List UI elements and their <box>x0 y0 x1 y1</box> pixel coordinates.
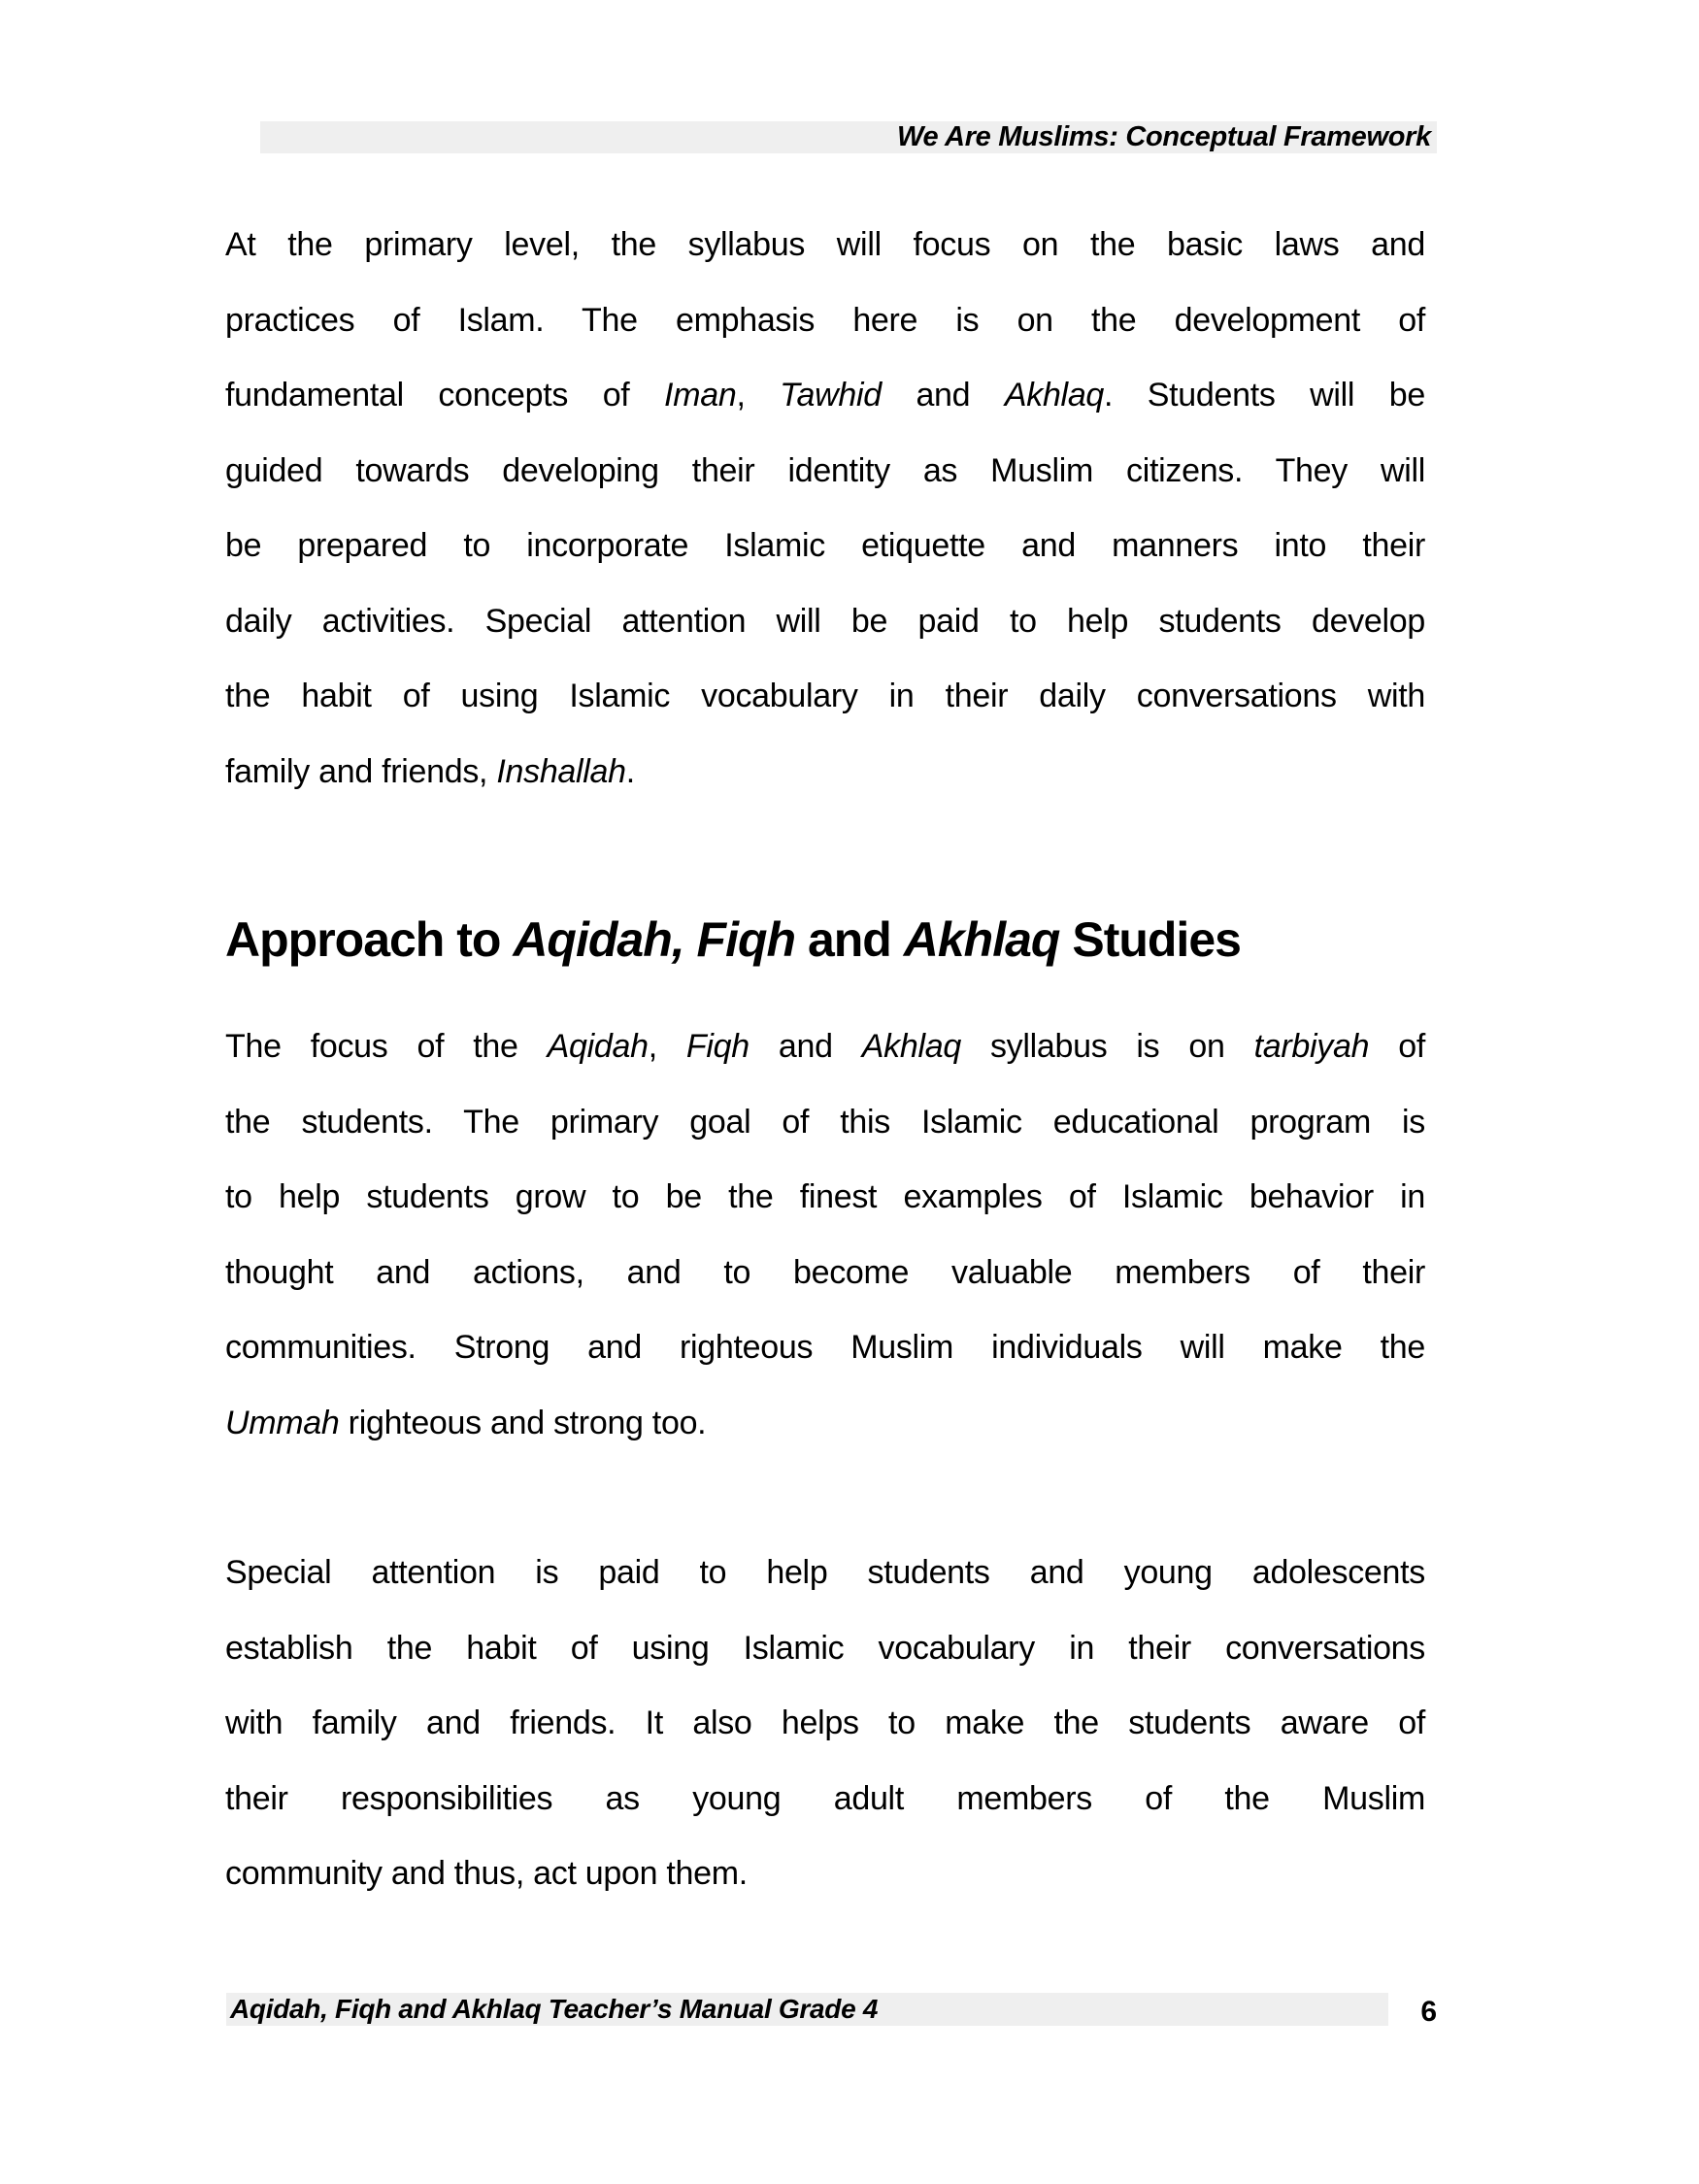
text-line <box>225 1085 1425 1161</box>
italic-term: tarbiyah <box>1253 1028 1370 1065</box>
text-line <box>225 358 1425 434</box>
text-segment: Approach to <box>225 912 514 967</box>
footer-bar <box>226 1993 1388 2026</box>
text-segment: righteous and strong too. <box>339 1404 707 1441</box>
text-line <box>225 1536 1425 1611</box>
text-segment: fundamental concepts of <box>225 377 665 414</box>
attention-paragraph <box>225 1536 1425 1912</box>
text-segment: establish the habit of using Islamic vocabulary in their conversations <box>225 1629 1425 1667</box>
text-segment: guided towards developing their identity as Muslim citizens. They will <box>225 451 1425 489</box>
text-line <box>225 208 1425 283</box>
text-segment: with family and friends. It also helps to make the students aware of <box>225 1704 1425 1741</box>
text-segment: and <box>795 912 904 967</box>
italic-term: Iman <box>664 377 737 414</box>
text-segment: the students. The primary goal of this Islamic educational program is <box>225 1103 1425 1141</box>
text-segment: their responsibilities as young adult members of the Muslim <box>225 1779 1425 1817</box>
text-line <box>225 1837 1425 1912</box>
text-segment: practices of Islam. The emphasis here is on the development of <box>225 301 1425 339</box>
header-title: We Are Muslims: Conceptual Framework <box>897 121 1431 152</box>
text-line <box>225 509 1425 584</box>
text-segment: syllabus is on <box>960 1028 1254 1065</box>
italic-term: Inshallah <box>496 752 626 790</box>
text-line <box>225 1686 1425 1762</box>
text-segment: communities. Strong and righteous Muslim individuals will make the <box>225 1329 1425 1366</box>
text-segment: and <box>881 377 1005 414</box>
italic-term: Aqidah <box>547 1028 649 1065</box>
text-segment: The focus of the <box>225 1028 548 1065</box>
italic-term: Tawhid <box>780 377 882 414</box>
italic-term: Fiqh <box>685 1028 750 1065</box>
text-segment: to help students grow to be the finest examples of Islamic behavior in <box>225 1178 1425 1215</box>
text-line <box>225 1762 1425 1837</box>
text-line <box>225 1160 1425 1236</box>
text-line <box>225 1310 1425 1386</box>
text-segment: Special attention is paid to help students and young adolescents <box>225 1554 1425 1591</box>
text-segment: thought and actions, and to become valuable members of their <box>225 1253 1425 1291</box>
footer-title: Aqidah, Fiqh and Akhlaq Teacher’s Manual Grade 4 <box>230 1994 879 2024</box>
text-segment: the habit of using Islamic vocabulary in their daily conversations with <box>225 678 1425 714</box>
text-segment: , <box>736 377 781 414</box>
text-line <box>225 1009 1425 1085</box>
italic-term: Akhlaq <box>1004 377 1105 414</box>
text-segment: . <box>625 752 635 790</box>
italic-term: Akhlaq <box>903 912 1060 967</box>
text-line <box>225 283 1425 359</box>
section-heading <box>225 910 1487 969</box>
page-number: 6 <box>1420 1996 1437 2028</box>
italic-term: Ummah <box>225 1404 340 1441</box>
text-segment: . Students will be <box>1104 377 1425 414</box>
text-segment: Studies <box>1059 912 1241 967</box>
text-segment: daily activities. Special attention will be paid to help students develop <box>225 602 1425 640</box>
intro-paragraph <box>225 208 1425 810</box>
text-line <box>225 659 1425 735</box>
italic-term: Aqidah, Fiqh <box>513 912 796 967</box>
text-line <box>225 1386 1425 1462</box>
text-segment: of <box>1369 1028 1425 1065</box>
text-line <box>225 735 1425 811</box>
text-segment: , <box>648 1028 686 1065</box>
text-segment: and <box>749 1028 862 1065</box>
text-line <box>225 910 1487 969</box>
text-line <box>225 584 1425 660</box>
text-segment: family and friends, <box>225 752 497 790</box>
text-line <box>225 1611 1425 1687</box>
header-bar <box>260 121 1437 153</box>
italic-term: Akhlaq <box>861 1028 961 1065</box>
text-segment: be prepared to incorporate Islamic etiquette and manners into their <box>225 527 1425 564</box>
text-segment: At the primary level, the syllabus will focus on the basic laws and <box>225 226 1425 263</box>
text-line <box>225 1236 1425 1311</box>
text-segment: community and thus, act upon them. <box>225 1855 748 1892</box>
text-line <box>225 434 1425 510</box>
focus-paragraph <box>225 1009 1425 1461</box>
